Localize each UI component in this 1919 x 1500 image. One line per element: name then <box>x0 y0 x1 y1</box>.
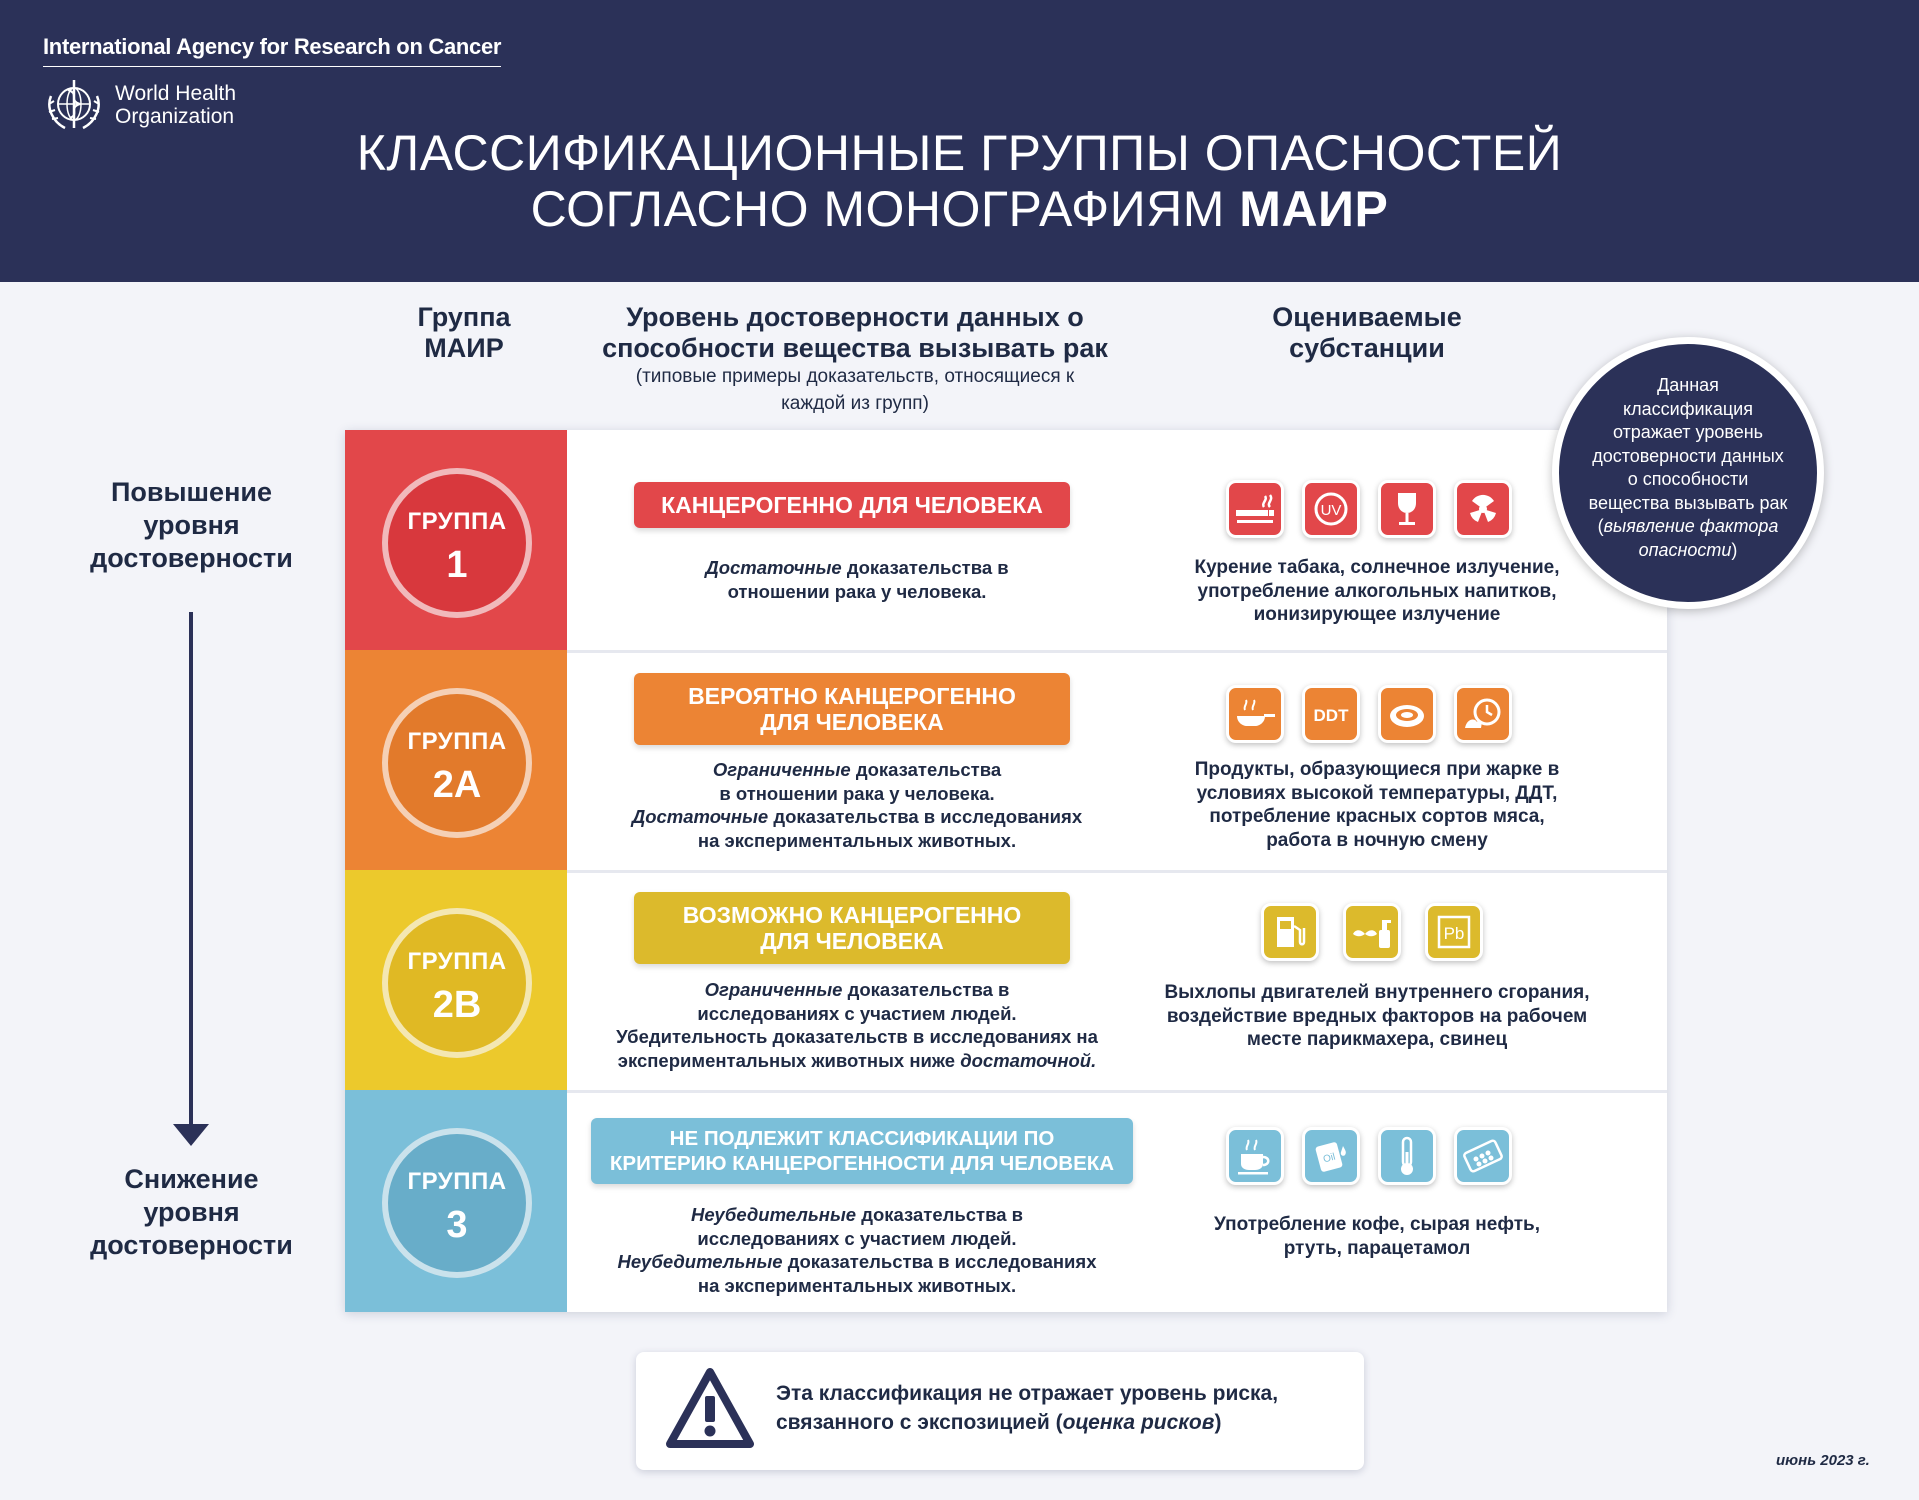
substances-line4: работа в ночную смену <box>1266 829 1488 851</box>
decrease-line1: Снижение <box>124 1164 259 1194</box>
category-pill-line1: НЕ ПОДЛЕЖИТ КЛАССИФИКАЦИИ ПО <box>669 1127 1055 1150</box>
column-header-substances-line2: субстанции <box>1289 333 1445 363</box>
evidence-text <box>577 556 1137 603</box>
evidence-line-4 <box>577 829 1137 853</box>
evidence-run: доказательства в <box>841 557 1009 578</box>
increase-line2: уровня <box>143 510 240 540</box>
note-line8-italic: опасности <box>1638 539 1732 560</box>
decrease-line3: достоверности <box>90 1230 293 1260</box>
evidence-line-2 <box>577 1227 1137 1251</box>
increase-reliability-label <box>60 476 323 575</box>
group-badge-label: ГРУППА <box>407 1168 507 1195</box>
substance-icons <box>1261 903 1491 963</box>
note-line1: Данная <box>1657 375 1719 395</box>
category-pill-line1: ВЕРОЯТНО КАНЦЕРОГЕННО <box>688 683 1016 709</box>
column-header-substances-line1: Оцениваемые <box>1272 302 1462 332</box>
group-color-band <box>345 1090 567 1312</box>
column-header-level-line2: способности вещества вызывать рак <box>602 333 1108 363</box>
note-line4: достоверности данных <box>1592 445 1784 466</box>
column-header-level-sub-line2: каждой из групп) <box>781 393 929 414</box>
note-line3: отражает уровень <box>1612 422 1764 442</box>
evidence-run: отношении рака у человека. <box>727 580 987 602</box>
evidence-run: доказательства в исследованиях <box>782 1251 1097 1272</box>
substances-line3: ионизирующее излучение <box>1253 604 1501 625</box>
night-shift-icon <box>1454 685 1512 743</box>
evidence-line-4 <box>577 1049 1137 1073</box>
who-name-line2: Organization <box>115 105 235 128</box>
note-line8 <box>1579 539 1797 563</box>
evidence-emphasis: Достаточные <box>705 557 842 578</box>
who-name <box>115 82 236 128</box>
note-line7-italic: выявление фактора <box>1603 516 1779 536</box>
table-row-group-2b <box>345 870 1667 1093</box>
note-line8-plain: ) <box>1731 539 1738 560</box>
evidence-line-2 <box>577 782 1137 806</box>
group-badge-number: 2B <box>432 984 482 1026</box>
page-title-line2-bold: МАИР <box>1239 181 1389 237</box>
substances-line1: Курение табака, солнечное излучение, <box>1194 557 1560 578</box>
group-color-band <box>345 430 567 650</box>
table-row-group-2a <box>345 650 1667 873</box>
paracetamol-pills-icon <box>1454 1127 1512 1185</box>
coffee-cup-icon <box>1226 1127 1284 1185</box>
evidence-emphasis: Ограниченные <box>704 979 843 1000</box>
svg-text:UV: UV <box>1320 502 1342 519</box>
evidence-line-3 <box>577 1250 1137 1274</box>
evidence-emphasis: Неубедительные <box>617 1251 783 1272</box>
evidence-emphasis: достаточной. <box>960 1049 1097 1071</box>
iarc-logo-text: International Agency for Research on Cancer <box>43 34 501 67</box>
evidence-line-2 <box>577 580 1137 604</box>
substances-text <box>1167 556 1587 627</box>
warning-icon <box>664 1364 756 1452</box>
hairdresser-icon <box>1343 903 1401 961</box>
column-header-group-line1: Группа <box>417 302 511 332</box>
note-text <box>1579 374 1797 562</box>
risk-warning-box <box>636 1352 1364 1470</box>
group-color-band <box>345 650 567 870</box>
substances-line1: Выхлопы двигателей внутреннего сгорания, <box>1164 982 1590 1003</box>
group-badge <box>382 1128 532 1278</box>
column-header-level-subtitle <box>555 363 1155 417</box>
note-line7-plain: ( <box>1597 516 1604 536</box>
group-badge <box>382 908 532 1058</box>
group-badge-label: ГРУППА <box>407 508 507 535</box>
group-badge-number: 2А <box>432 764 482 806</box>
category-pill <box>634 892 1070 964</box>
svg-text:DDT: DDT <box>1313 706 1349 725</box>
thermometer-icon <box>1378 1127 1436 1185</box>
increase-line3: достоверности <box>90 543 293 573</box>
evidence-line-4 <box>577 1274 1137 1298</box>
group-badge-label: ГРУППА <box>407 948 507 975</box>
publication-date: июнь 2023 г. <box>1776 1452 1870 1469</box>
evidence-text <box>577 758 1137 852</box>
uv-icon <box>1302 480 1360 538</box>
table-row-group-1 <box>345 430 1667 653</box>
substances-text <box>1137 981 1617 1052</box>
category-pill-line1: КАНЦЕРОГЕННО ДЛЯ ЧЕЛОВЕКА <box>661 492 1043 518</box>
substances-line2: условиях высокой температуры, ДДТ, <box>1196 782 1558 804</box>
classification-note-circle <box>1552 337 1824 609</box>
category-pill-line2: КРИТЕРИЮ КАНЦЕРОГЕННОСТИ ДЛЯ ЧЕЛОВЕКА <box>609 1152 1115 1175</box>
evidence-line-3 <box>577 1025 1137 1049</box>
note-line5: о способности <box>1627 469 1749 489</box>
evidence-line-2 <box>577 1002 1137 1026</box>
warning-line2 <box>776 1408 1346 1437</box>
warning-text <box>776 1379 1346 1437</box>
evidence-run: Убедительность доказательств в исследованиях на <box>616 1026 1098 1047</box>
evidence-run: исследованиях с участием людей. <box>697 1002 1017 1024</box>
group-badge-number: 1 <box>446 544 468 586</box>
evidence-line-1 <box>577 1203 1137 1227</box>
note-line2: классификация <box>1623 398 1753 419</box>
evidence-emphasis: Достаточные <box>631 806 769 827</box>
column-header-substances <box>1167 302 1567 364</box>
svg-text:Oil: Oil <box>1322 1151 1337 1166</box>
evidence-run: доказательства <box>850 759 1002 780</box>
warning-line1: Эта классификация не отражает уровень риска, <box>776 1382 1279 1405</box>
evidence-text <box>577 1203 1137 1297</box>
evidence-run: в отношении рака у человека. <box>719 782 995 804</box>
evidence-line-3 <box>577 805 1137 829</box>
group-badge <box>382 468 532 618</box>
fuel-pump-icon <box>1261 903 1319 961</box>
smoking-icon <box>1226 480 1284 538</box>
evidence-run: на экспериментальных животных. <box>697 829 1017 851</box>
group-badge-number: 3 <box>446 1204 468 1246</box>
substances-line1: Употребление кофе, сырая нефть, <box>1214 1214 1540 1235</box>
category-pill-line2: ДЛЯ ЧЕЛОВЕКА <box>760 928 944 954</box>
frying-pan-icon <box>1226 685 1284 743</box>
note-line7 <box>1579 515 1797 539</box>
substances-line2: употребление алкогольных напитков, <box>1197 580 1557 602</box>
evidence-run: на экспериментальных животных. <box>697 1274 1017 1296</box>
substances-line1: Продукты, образующиеся при жарке в <box>1194 759 1560 780</box>
substance-icons <box>1226 480 1526 540</box>
category-pill <box>634 482 1070 528</box>
crude-oil-icon <box>1302 1127 1360 1185</box>
classification-table <box>345 430 1667 1312</box>
warning-line2-end: ) <box>1214 1411 1222 1434</box>
evidence-line-1 <box>577 978 1137 1002</box>
table-row-group-3 <box>345 1090 1667 1312</box>
category-pill <box>591 1118 1133 1184</box>
group-badge-label: ГРУППА <box>407 728 507 755</box>
down-arrow-icon <box>173 1124 209 1146</box>
page-title-line1: КЛАССИФИКАЦИОННЫЕ ГРУППЫ ОПАСНОСТЕЙ <box>356 125 1563 181</box>
header-banner <box>0 0 1919 282</box>
substances-line2: воздействие вредных факторов на рабочем <box>1166 1005 1588 1027</box>
wine-glass-icon <box>1378 480 1436 538</box>
evidence-run: исследованиях с участием людей. <box>697 1227 1017 1249</box>
column-header-level <box>555 302 1155 364</box>
substances-line3: месте парикмахера, свинец <box>1246 1029 1508 1050</box>
substances-line3: потребление красных сортов мяса, <box>1209 806 1545 827</box>
column-header-level-sub-line1: (типовые примеры доказательств, относящиеся к <box>635 366 1075 387</box>
evidence-line-1 <box>577 758 1137 782</box>
down-arrow-shaft <box>189 612 193 1127</box>
page-title-line2 <box>0 180 1919 238</box>
svg-text:Pb: Pb <box>1443 924 1465 943</box>
warning-line2-italic: оценка рисков <box>1062 1411 1215 1434</box>
evidence-run: доказательства в <box>856 1204 1024 1225</box>
ddt-icon <box>1302 685 1360 743</box>
evidence-line-1 <box>577 556 1137 580</box>
radiation-icon <box>1454 480 1512 538</box>
category-pill <box>634 673 1070 745</box>
category-pill-line1: ВОЗМОЖНО КАНЦЕРОГЕННО <box>682 902 1022 928</box>
category-pill-line2: ДЛЯ ЧЕЛОВЕКА <box>760 709 944 735</box>
evidence-text <box>577 978 1137 1072</box>
evidence-run: доказательства в <box>842 979 1010 1000</box>
increase-line1: Повышение <box>111 477 272 507</box>
lead-pb-icon <box>1425 903 1483 961</box>
evidence-run: доказательства в исследованиях <box>768 806 1083 827</box>
substances-text <box>1167 758 1587 852</box>
evidence-emphasis: Неубедительные <box>690 1204 857 1225</box>
evidence-emphasis: Ограниченные <box>712 759 851 780</box>
substances-line2: ртуть, парацетамол <box>1283 1237 1471 1259</box>
decrease-reliability-label <box>60 1163 323 1262</box>
substance-icons <box>1226 1127 1526 1187</box>
warning-line2-plain: связанного с экспозицией ( <box>776 1411 1063 1434</box>
page-title-line2-plain: СОГЛАСНО МОНОГРАФИЯМ <box>530 181 1240 237</box>
who-name-line1: World Health <box>115 82 236 105</box>
column-header-level-line1: Уровень достоверности данных о <box>626 302 1084 332</box>
decrease-line2: уровня <box>143 1197 240 1227</box>
red-meat-icon <box>1378 685 1436 743</box>
group-badge <box>382 688 532 838</box>
substance-icons <box>1226 685 1526 745</box>
evidence-run: экспериментальных животных ниже <box>617 1049 961 1071</box>
column-header-group <box>384 302 544 364</box>
note-line6: вещества вызывать рак <box>1588 492 1788 513</box>
group-color-band <box>345 870 567 1090</box>
substances-text <box>1167 1213 1587 1260</box>
column-header-group-line2: МАИР <box>424 333 504 363</box>
